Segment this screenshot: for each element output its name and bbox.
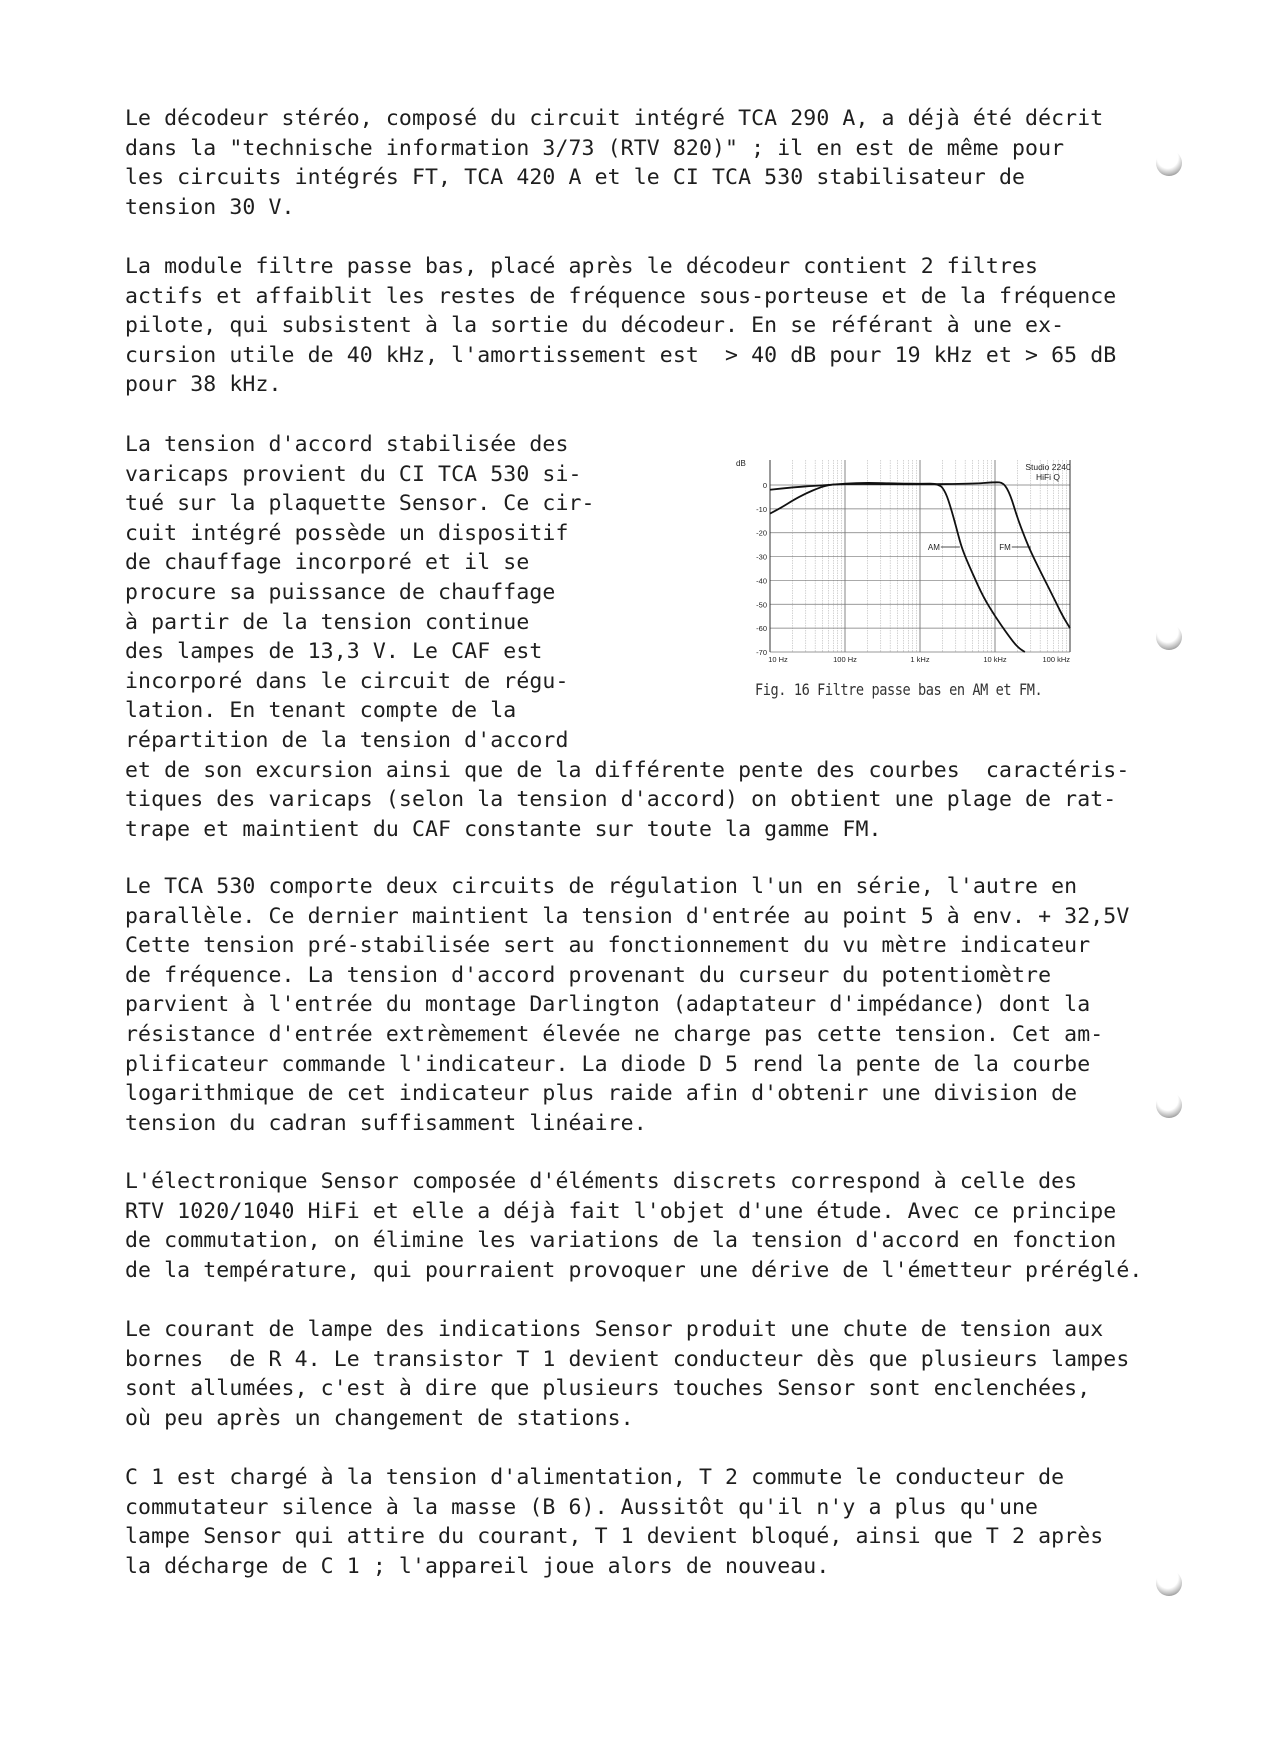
x-tick-label: 100 Hz xyxy=(833,655,857,664)
text-line: Cette tension pré-stabilisée sert au fonctionnement du vu mètre indicateur xyxy=(125,933,1091,959)
y-tick-label: -50 xyxy=(756,600,767,610)
paragraph-stereo-decoder xyxy=(125,104,1103,222)
punch-hole xyxy=(1156,1092,1182,1118)
text-line: tiques des varicaps (selon la tension d'accord) on obtient une plage de rat- xyxy=(125,787,1117,813)
text-line: tension 30 V. xyxy=(125,194,295,220)
text-line: dans la "technische information 3/73 (RTV 820)" ; il en est de même pour xyxy=(125,135,1065,161)
text-line: La module filtre passe bas, placé après le décodeur contient 2 filtres xyxy=(125,254,1039,279)
lowpass-filter-chart xyxy=(730,452,1090,677)
x-tick-label: 100 kHz xyxy=(1042,655,1070,664)
text-line: où peu après un changement de stations. xyxy=(125,1405,634,1431)
series-label-am: AM xyxy=(927,543,940,553)
text-line: logarithmique de cet indicateur plus raide afin d'obtenir une division de xyxy=(125,1081,1078,1107)
text-line: bornes de R 4. Le transistor T 1 devient conducteur dès que plusieurs lampes xyxy=(125,1346,1130,1372)
text-line: commutateur silence à la masse (B 6). Aussitôt qu'il n'y a plus qu'une xyxy=(125,1494,1039,1520)
text-line: Le décodeur stéréo, composé du circuit intégré TCA 290 A, a déjà été décrit xyxy=(125,106,1104,131)
y-tick-label: -70 xyxy=(756,648,767,657)
text-line: incorporé dans le circuit de régu- xyxy=(125,668,569,694)
text-line: tension du cadran suffisamment linéaire. xyxy=(125,1110,647,1136)
y-tick-label: -40 xyxy=(756,576,767,586)
text-line: sont allumées, c'est à dire que plusieurs touches Sensor sont enclenchées, xyxy=(125,1376,1091,1402)
x-tick-label: 10 Hz xyxy=(768,655,788,664)
text-line: les circuits intégrés FT, TCA 420 A et le CI TCA 530 stabilisateur de xyxy=(125,165,1026,191)
text-line: Le courant de lampe des indications Sensor produit une chute de tension aux xyxy=(125,1317,1104,1342)
text-line: cuit intégré possède un dispositif xyxy=(125,520,569,546)
series-label-fm: FM xyxy=(999,543,1011,553)
text-line: de chauffage incorporé et il se xyxy=(125,550,530,576)
text-line: de fréquence. La tension d'accord provenant du curseur du potentiomètre xyxy=(125,962,1052,988)
text-line: et de son excursion ainsi que de la différente pente des courbes caractéris- xyxy=(125,757,1130,783)
text-line: RTV 1020/1040 HiFi et elle a déjà fait l'objet d'une étude. Avec ce principe xyxy=(125,1198,1117,1224)
chart-axes xyxy=(756,460,1070,664)
text-line: pilote, qui subsistent à la sortie du décodeur. En se référant à une ex- xyxy=(125,313,1065,339)
text-line: La tension d'accord stabilisée des xyxy=(125,432,569,457)
y-tick-label: -20 xyxy=(756,528,767,538)
text-line: actifs et affaiblit les restes de fréquence sous-porteuse et de la fréquence xyxy=(125,283,1117,309)
paragraph-tca530 xyxy=(125,872,1129,1138)
paragraph-sensor-electronics xyxy=(125,1167,1142,1285)
paragraph-lamp-current xyxy=(125,1315,1129,1433)
figure-caption: Fig. 16 Filtre passe bas en AM et FM. xyxy=(755,680,1043,699)
text-line: L'électronique Sensor composée d'éléments discrets correspond à celle des xyxy=(125,1169,1078,1194)
text-line: plificateur commande l'indicateur. La diode D 5 rend la pente de la courbe xyxy=(125,1051,1091,1077)
text-line: à partir de la tension continue xyxy=(125,609,530,635)
text-line: cursion utile de 40 kHz, l'amortissement est > 40 dB pour 19 kHz et > 65 dB xyxy=(125,342,1117,368)
text-line: lation. En tenant compte de la xyxy=(125,698,517,724)
chart-title-line-2: HiFi Q xyxy=(1035,472,1061,482)
text-line: de commutation, on élimine les variations de la tension d'accord en fonction xyxy=(125,1228,1117,1254)
text-line: pour 38 kHz. xyxy=(125,372,282,398)
text-line: des lampes de 13,3 V. Le CAF est xyxy=(125,639,543,665)
text-line: tué sur la plaquette Sensor. Ce cir- xyxy=(125,491,595,517)
text-line: répartition de la tension d'accord xyxy=(125,727,569,753)
punch-hole xyxy=(1156,1570,1182,1596)
text-line: la décharge de C 1 ; l'appareil joue alors de nouveau. xyxy=(125,1553,830,1579)
chart-title-line-1: Studio 2240 xyxy=(1025,462,1071,472)
y-tick-label: -30 xyxy=(756,552,767,562)
punch-hole xyxy=(1156,150,1182,176)
x-tick-label: 1 kHz xyxy=(910,655,930,664)
text-line: parallèle. Ce dernier maintient la tension d'entrée au point 5 à env. + 32,5V xyxy=(125,903,1130,929)
paragraph-c1-charge xyxy=(125,1463,1103,1581)
text-line: C 1 est chargé à la tension d'alimentation, T 2 commute le conducteur de xyxy=(125,1465,1065,1490)
text-line: lampe Sensor qui attire du courant, T 1 devient bloqué, ainsi que T 2 après xyxy=(125,1524,1104,1550)
paragraph-lowpass-filter xyxy=(125,252,1116,400)
text-line: parvient à l'entrée du montage Darlington (adaptateur d'impédance) dont la xyxy=(125,992,1091,1018)
punch-hole xyxy=(1156,624,1182,650)
text-line: Le TCA 530 comporte deux circuits de régulation l'un en série, l'autre en xyxy=(125,874,1078,899)
y-tick-label: -10 xyxy=(756,504,767,514)
x-tick-label: 10 kHz xyxy=(983,655,1007,664)
text-line: de la température, qui pourraient provoquer une dérive de l'émetteur préréglé. xyxy=(125,1257,1143,1283)
y-axis-label: dB xyxy=(736,459,746,468)
y-tick-label: 0 xyxy=(762,481,767,490)
text-line: procure sa puissance de chauffage xyxy=(125,579,556,605)
text-line: varicaps provient du CI TCA 530 si- xyxy=(125,461,582,487)
text-line: trape et maintient du CAF constante sur toute la gamme FM. xyxy=(125,816,882,842)
y-tick-label: -60 xyxy=(756,624,767,634)
text-line: résistance d'entrée extrèmement élevée ne charge pas cette tension. Cet am- xyxy=(125,1021,1104,1047)
